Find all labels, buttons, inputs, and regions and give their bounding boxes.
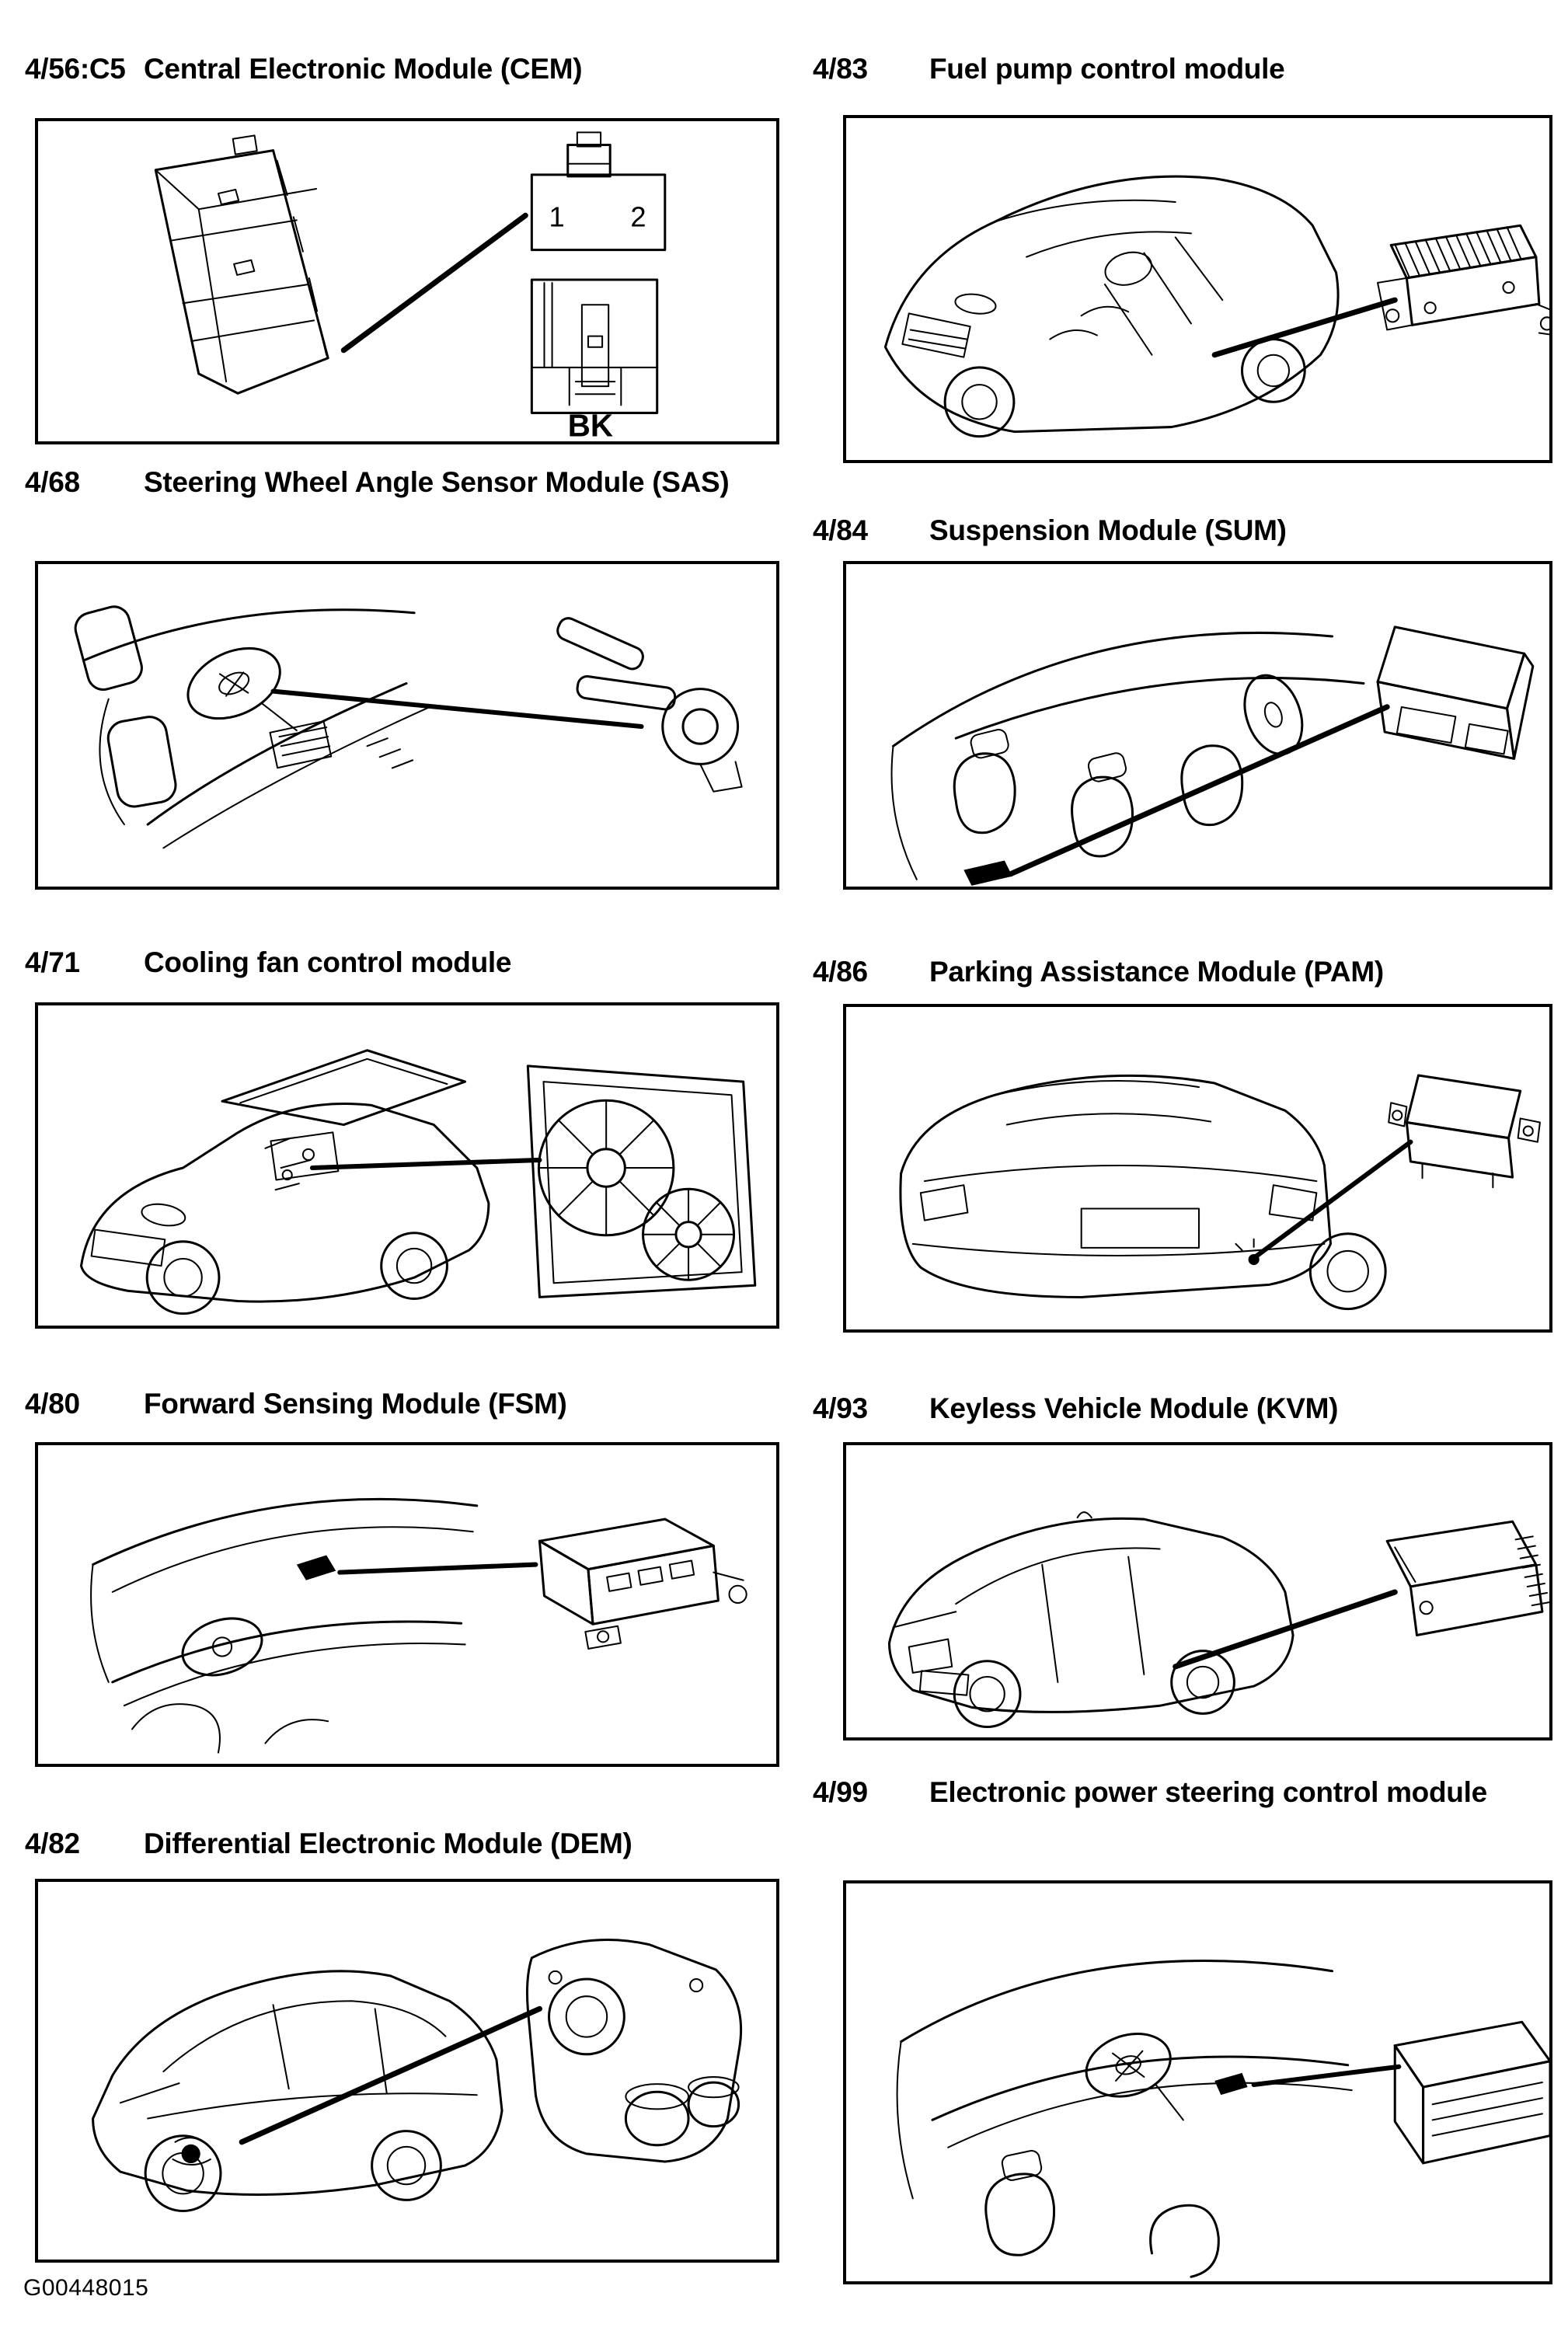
leader-line bbox=[312, 1160, 539, 1168]
cooling-fan-illustration bbox=[38, 1005, 776, 1326]
section-heading-pam bbox=[813, 953, 1384, 991]
sas-illustration bbox=[38, 564, 776, 887]
section-title: Parking Assistance Module (PAM) bbox=[929, 956, 1384, 988]
section-heading-sum bbox=[813, 511, 1287, 550]
connector-pin-1-label: 1 bbox=[549, 200, 565, 233]
section-heading-fuel-pump bbox=[813, 50, 1284, 89]
sum-module-drawing bbox=[1378, 627, 1533, 758]
section-title: Keyless Vehicle Module (KVM) bbox=[929, 1392, 1339, 1424]
car-interior-windshield-drawing bbox=[91, 1499, 477, 1752]
fuel-pump-illustration bbox=[846, 118, 1549, 460]
leader-line bbox=[343, 215, 525, 350]
section-code: 4/86 bbox=[813, 956, 868, 988]
dem-module-drawing bbox=[527, 1939, 740, 2162]
leader-line bbox=[1214, 300, 1395, 355]
fsm-module-drawing bbox=[539, 1519, 746, 1649]
cooling-fan-assembly-drawing bbox=[528, 1066, 754, 1298]
leader-line bbox=[274, 692, 642, 726]
section-code: 4/83 bbox=[813, 53, 868, 85]
leader-line bbox=[1176, 1592, 1395, 1667]
cem-illustration bbox=[38, 121, 776, 441]
connector-color-label: BK bbox=[567, 407, 613, 441]
section-heading-sas bbox=[25, 463, 729, 502]
eps-module-drawing bbox=[1395, 2022, 1549, 2163]
section-code: 4/56:C5 bbox=[25, 53, 126, 85]
car-interior-seats-drawing bbox=[892, 632, 1364, 885]
section-title: Cooling fan control module bbox=[144, 946, 512, 978]
pam-module-drawing bbox=[1389, 1075, 1540, 1187]
section-title: Steering Wheel Angle Sensor Module (SAS) bbox=[144, 466, 730, 498]
section-code: 4/71 bbox=[25, 946, 80, 978]
connector-pin-2-label: 2 bbox=[630, 200, 646, 233]
figure-cooling-fan bbox=[35, 1002, 779, 1329]
leader-line bbox=[1254, 1142, 1411, 1258]
module-location-mark bbox=[963, 861, 1012, 886]
section-title: Differential Electronic Module (DEM) bbox=[144, 1828, 632, 1859]
sum-illustration bbox=[846, 564, 1549, 887]
car-sedan-drawing bbox=[93, 1971, 502, 2211]
figure-pam bbox=[843, 1004, 1552, 1333]
fuel-pump-module-drawing bbox=[1378, 225, 1549, 335]
cem-connector-bk-drawing bbox=[531, 280, 657, 441]
section-title: Suspension Module (SUM) bbox=[929, 514, 1287, 546]
pam-illustration bbox=[846, 1007, 1549, 1329]
section-heading-eps bbox=[813, 1773, 1487, 1812]
dem-illustration bbox=[38, 1882, 776, 2260]
cem-connector-a-drawing bbox=[531, 132, 664, 249]
car-interior-drawing bbox=[72, 603, 430, 848]
figure-cem bbox=[35, 118, 779, 444]
section-title: Electronic power steering control module bbox=[929, 1776, 1487, 1808]
figure-reference-code: G00448015 bbox=[23, 2275, 149, 2301]
section-code: 4/80 bbox=[25, 1388, 80, 1420]
eps-illustration bbox=[846, 1883, 1549, 2281]
figure-sum bbox=[843, 561, 1552, 890]
section-heading-cooling-fan bbox=[25, 943, 511, 982]
car-cutaway-drawing bbox=[885, 176, 1338, 437]
section-code: 4/99 bbox=[813, 1776, 868, 1808]
section-code: 4/68 bbox=[25, 466, 80, 498]
module-location-mark bbox=[1214, 2073, 1247, 2095]
section-heading-fsm bbox=[25, 1385, 567, 1423]
car-front-open-hood-drawing bbox=[81, 1051, 488, 1314]
section-title: Forward Sensing Module (FSM) bbox=[144, 1388, 567, 1420]
figure-fsm bbox=[35, 1442, 779, 1767]
kvm-illustration bbox=[846, 1445, 1549, 1737]
section-code: 4/82 bbox=[25, 1828, 80, 1859]
figure-eps bbox=[843, 1880, 1552, 2284]
section-title: Fuel pump control module bbox=[929, 53, 1285, 85]
section-code: 4/84 bbox=[813, 514, 868, 546]
kvm-module-drawing bbox=[1387, 1521, 1549, 1635]
car-interior-dash-drawing bbox=[897, 1960, 1352, 2277]
fsm-illustration bbox=[38, 1445, 776, 1764]
figure-sas bbox=[35, 561, 779, 890]
steering-angle-sensor-drawing bbox=[555, 615, 742, 792]
section-title: Central Electronic Module (CEM) bbox=[144, 53, 583, 85]
leader-line bbox=[1254, 2067, 1399, 2085]
car-rear-drawing bbox=[901, 1075, 1385, 1308]
figure-fuel-pump bbox=[843, 115, 1552, 463]
section-heading-dem bbox=[25, 1824, 632, 1863]
section-code: 4/93 bbox=[813, 1392, 868, 1424]
leader-line bbox=[340, 1565, 535, 1573]
figure-kvm bbox=[843, 1442, 1552, 1740]
leader-line bbox=[1011, 707, 1387, 874]
car-rear-quarter-drawing bbox=[889, 1512, 1293, 1727]
figure-dem bbox=[35, 1879, 779, 2263]
sensor-location-mark bbox=[297, 1555, 336, 1580]
section-heading-kvm bbox=[813, 1389, 1338, 1428]
cem-module-drawing bbox=[155, 135, 328, 393]
section-heading-cem bbox=[25, 50, 582, 89]
